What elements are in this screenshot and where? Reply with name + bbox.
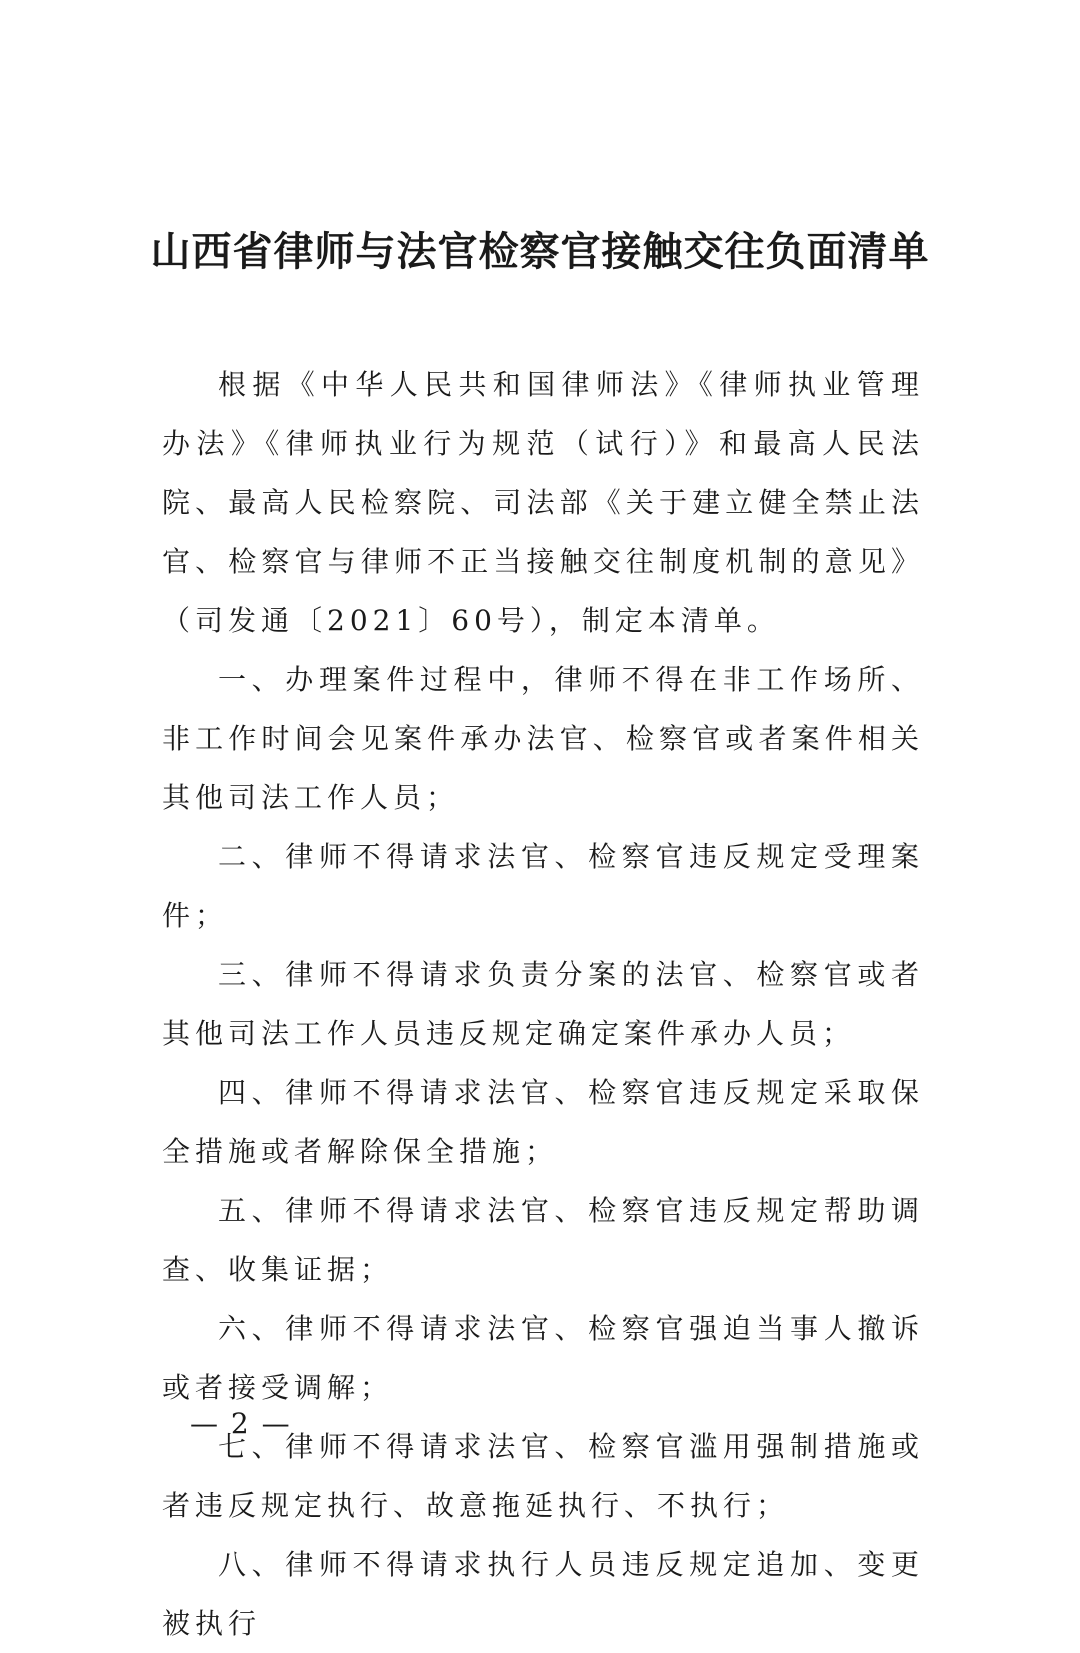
- document-body: [162, 355, 924, 1653]
- page-number: — 2 —: [190, 1407, 292, 1440]
- paragraph-preamble: 根据《中华人民共和国律师法》《律师执业管理办法》《律师执业行为规范（试行）》和最高人民法院、最高人民检察院、司法部《关于建立健全禁止法官、检察官与律师不正当接触交往制度机制的意见》（司发通〔2021〕60号），制定本清单。: [162, 368, 924, 637]
- paragraph-item-4: 四、律师不得请求法官、检察官违反规定采取保全措施或者解除保全措施；: [162, 1076, 924, 1168]
- paragraph-item-6: 六、律师不得请求法官、检察官强迫当事人撤诉或者接受调解；: [162, 1312, 924, 1404]
- document-title: 山西省律师与法官检察官接触交往负面清单: [150, 228, 930, 275]
- paragraph-item-2: 二、律师不得请求法官、检察官违反规定受理案件；: [162, 840, 924, 932]
- paragraph-item-3: 三、律师不得请求负责分案的法官、检察官或者其他司法工作人员违反规定确定案件承办人员；: [162, 958, 924, 1050]
- paragraph-item-1: 一、办理案件过程中，律师不得在非工作场所、非工作时间会见案件承办法官、检察官或者案件相关其他司法工作人员；: [162, 663, 924, 814]
- paragraph-item-7: 七、律师不得请求法官、检察官滥用强制措施或者违反规定执行、故意拖延执行、不执行；: [162, 1430, 924, 1522]
- paragraph-item-8: 八、律师不得请求执行人员违反规定追加、变更被执行: [162, 1548, 924, 1640]
- paragraph-item-5: 五、律师不得请求法官、检察官违反规定帮助调查、收集证据；: [162, 1194, 924, 1286]
